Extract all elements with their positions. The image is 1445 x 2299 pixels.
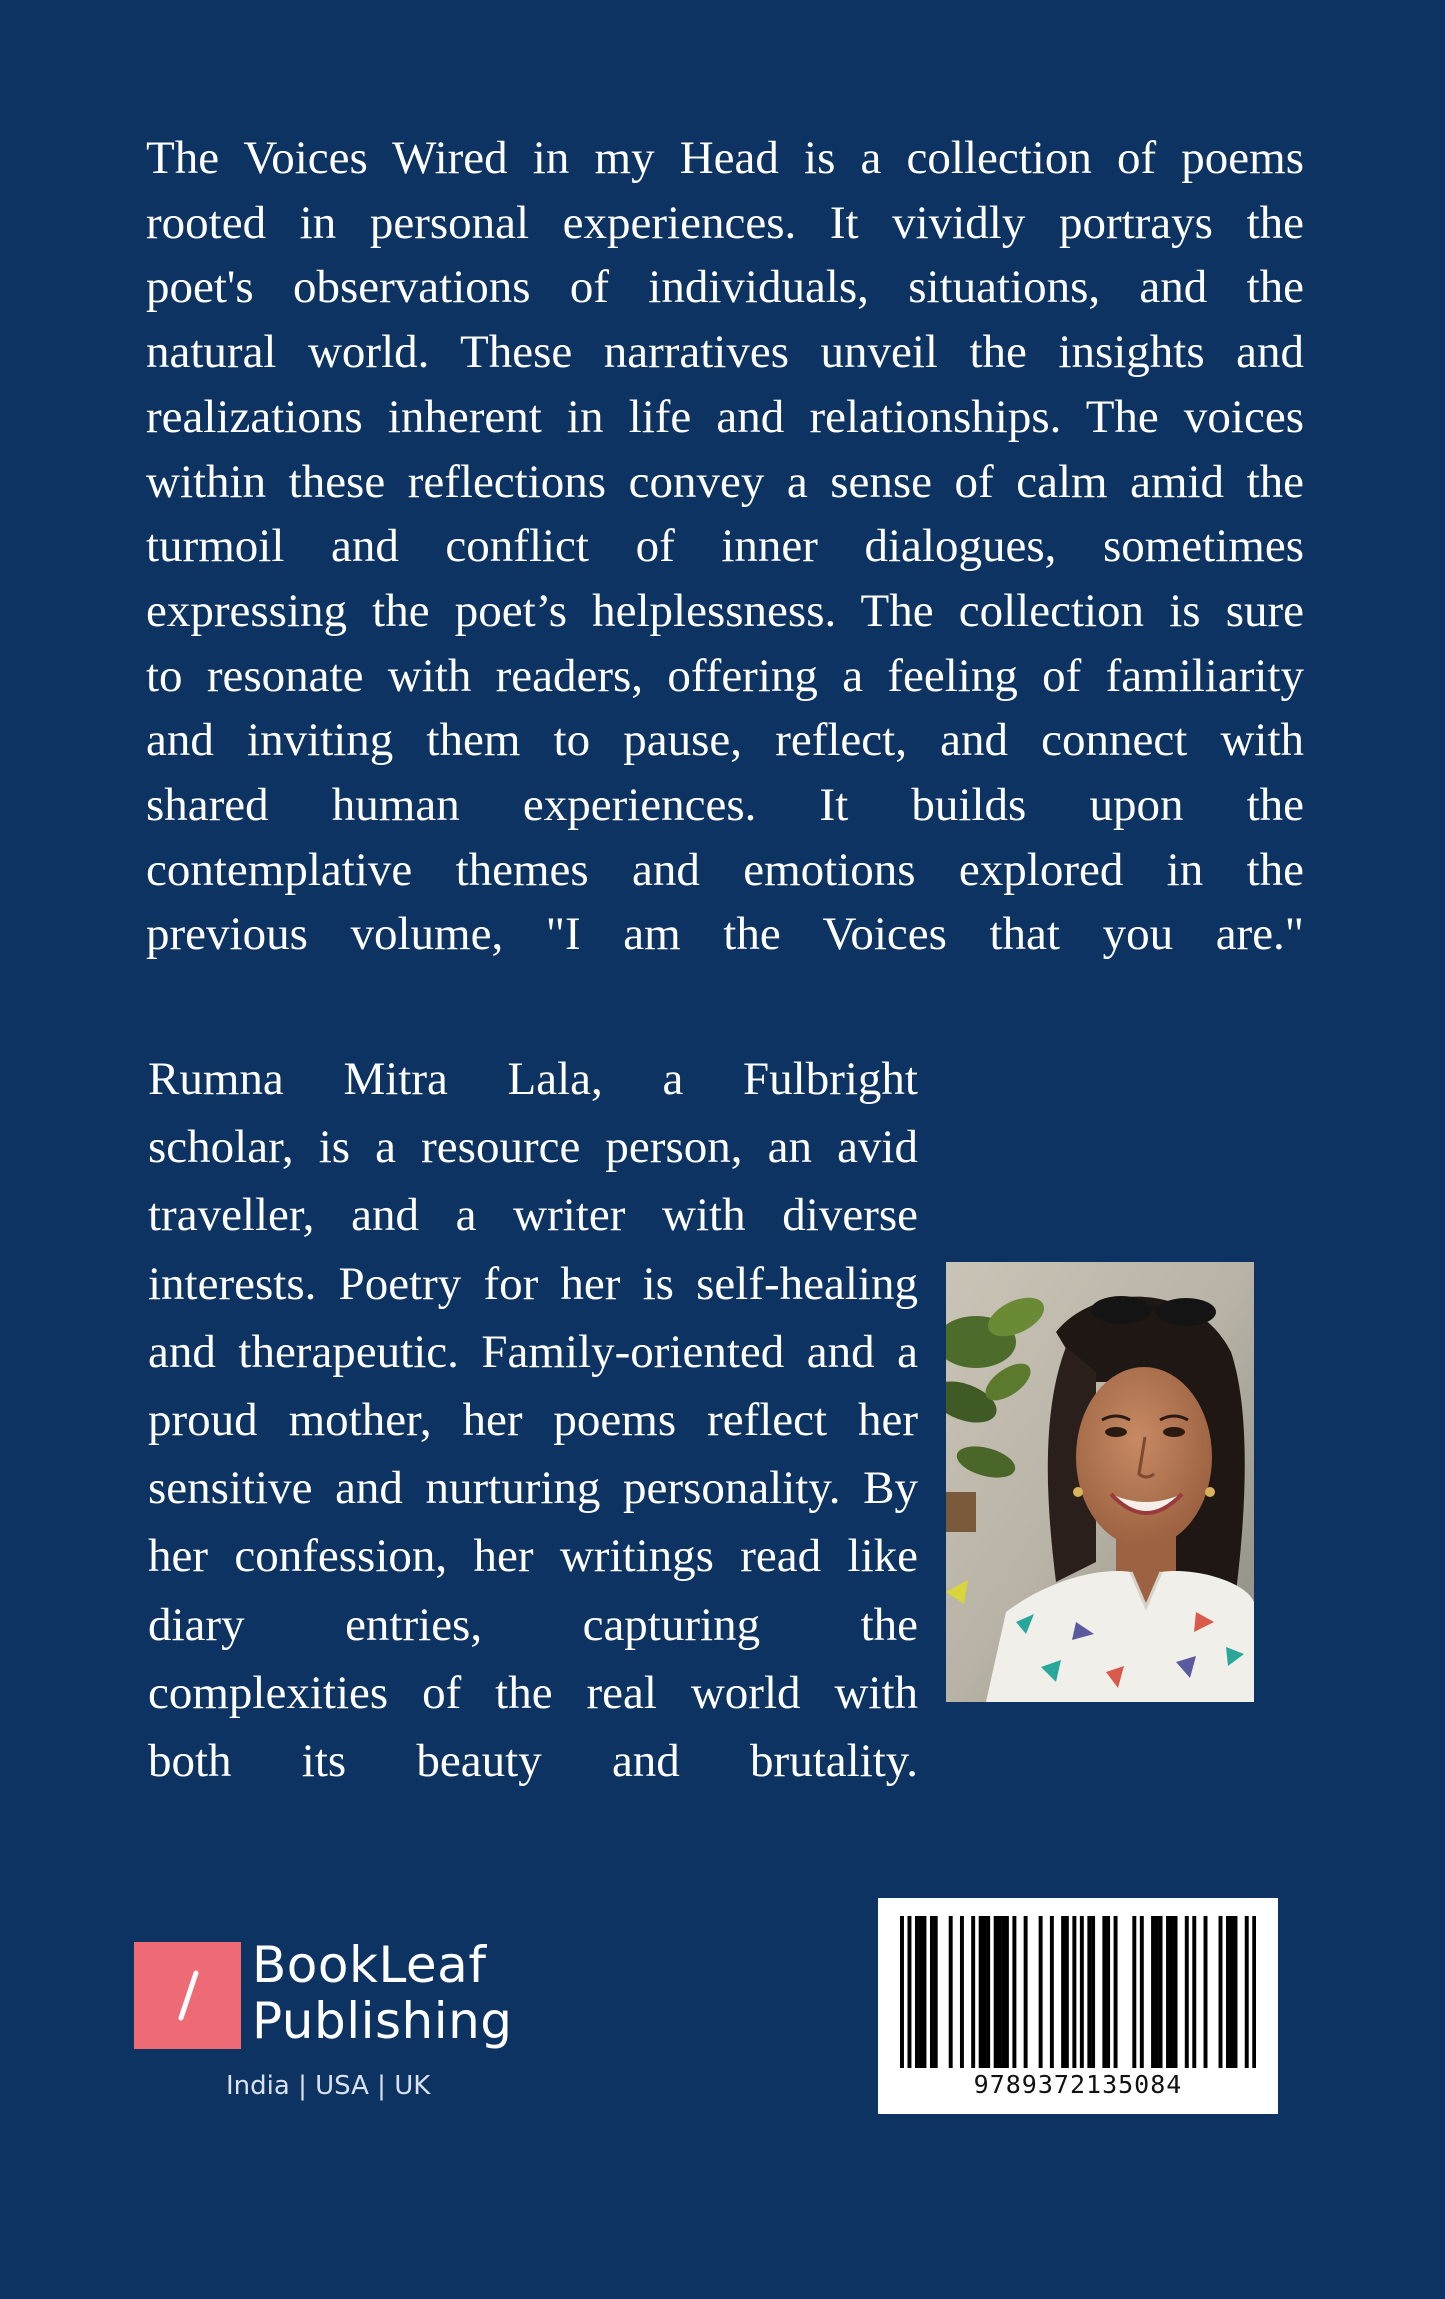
barcode-bar bbox=[1072, 1916, 1076, 2068]
bio-line: traveller, and a writer with diverse bbox=[148, 1189, 918, 1242]
barcode-bar bbox=[960, 1916, 964, 2068]
barcode-bar bbox=[922, 1916, 926, 2068]
barcode-bar bbox=[1001, 1916, 1005, 2068]
barcode-bar bbox=[1234, 1916, 1238, 2068]
publisher-regions: India | USA | UK bbox=[226, 2071, 431, 2101]
barcode-bar bbox=[997, 1916, 1001, 2068]
blurb-line: to resonate with readers, offering a feeling of familiarity bbox=[146, 649, 1304, 702]
barcode-bar bbox=[971, 1916, 975, 2068]
blurb-line: contemplative themes and emotions explored in the bbox=[146, 843, 1304, 896]
barcode-bar bbox=[949, 1916, 953, 2068]
barcode-bar bbox=[1226, 1916, 1230, 2068]
slash-logo-icon bbox=[134, 1942, 241, 2049]
bio-line: both its beauty and brutality. bbox=[148, 1735, 918, 1788]
barcode-bar bbox=[1252, 1916, 1256, 2068]
blurb-line: within these reflections convey a sense of calm amid the bbox=[146, 455, 1304, 508]
blurb-line: and inviting them to pause, reflect, and connect with bbox=[146, 714, 1304, 767]
barcode-bar bbox=[1012, 1916, 1016, 2068]
bio-line: sensitive and nurturing personality. By bbox=[148, 1462, 918, 1515]
bio-line: her confession, her writings read like bbox=[148, 1530, 918, 1583]
barcode-bar bbox=[1061, 1916, 1065, 2068]
barcode-bar bbox=[1159, 1916, 1163, 2068]
barcode-bar bbox=[1102, 1916, 1106, 2068]
barcode-bar bbox=[1114, 1916, 1118, 2068]
barcode-bar bbox=[1155, 1916, 1159, 2068]
barcode-bar bbox=[1024, 1916, 1028, 2068]
publisher-name-line-2: Publishing bbox=[252, 1992, 513, 2050]
bio-line: interests. Poetry for her is self-healing bbox=[148, 1257, 918, 1310]
barcode-bar bbox=[1091, 1916, 1095, 2068]
blurb-line: shared human experiences. It builds upon the bbox=[146, 779, 1304, 832]
barcode-bar bbox=[1192, 1916, 1196, 2068]
bio-line: complexities of the real world with bbox=[148, 1666, 918, 1719]
blurb-line: poet's observations of individuals, situations, and the bbox=[146, 261, 1304, 314]
barcode-bar bbox=[1230, 1916, 1234, 2068]
barcode-bar bbox=[900, 1916, 904, 2068]
barcode-bar bbox=[979, 1916, 983, 2068]
author-bio bbox=[148, 1045, 918, 1795]
bio-line: proud mother, her poems reflect her bbox=[148, 1394, 918, 1447]
barcode-bar bbox=[994, 1916, 998, 2068]
isbn-number: 9789372135084 bbox=[973, 2070, 1183, 2099]
barcode-bar bbox=[1166, 1916, 1170, 2068]
barcode-bar bbox=[907, 1916, 911, 2068]
publisher-name-line-1: BookLeaf bbox=[252, 1936, 487, 1994]
barcode-bar bbox=[1005, 1916, 1009, 2068]
barcode-bar bbox=[986, 1916, 990, 2068]
barcode-bar bbox=[1039, 1916, 1043, 2068]
barcode-bar bbox=[934, 1916, 938, 2068]
barcode-bar bbox=[1219, 1916, 1223, 2068]
barcode-bar bbox=[1140, 1916, 1144, 2068]
barcode-bar bbox=[1050, 1916, 1054, 2068]
barcode-bar bbox=[982, 1916, 986, 2068]
barcode-bar bbox=[1204, 1916, 1208, 2068]
bio-line: scholar, is a resource person, an avid bbox=[148, 1121, 918, 1174]
blurb-line: turmoil and conflict of inner dialogues, sometimes bbox=[146, 520, 1304, 573]
author-photo bbox=[946, 1262, 1254, 1702]
barcode-bar bbox=[1151, 1916, 1155, 2068]
barcode-bar bbox=[915, 1916, 919, 2068]
barcode-bar bbox=[1106, 1916, 1110, 2068]
blurb-line: expressing the poet’s helplessness. The collection is sure bbox=[146, 584, 1304, 637]
barcode-bar bbox=[1245, 1916, 1249, 2068]
blurb-line: natural world. These narratives unveil the insights and bbox=[146, 326, 1304, 379]
barcode-bar bbox=[919, 1916, 923, 2068]
barcode-bar bbox=[1065, 1916, 1069, 2068]
barcode-bar bbox=[1174, 1916, 1178, 2068]
bio-line: Rumna Mitra Lala, a Fulbright bbox=[148, 1053, 918, 1105]
barcode-bar bbox=[1080, 1916, 1084, 2068]
blurb-line: rooted in personal experiences. It vividly portrays the bbox=[146, 196, 1304, 249]
barcode-bar bbox=[1087, 1916, 1091, 2068]
barcode-bar bbox=[1185, 1916, 1189, 2068]
barcode-bar bbox=[1132, 1916, 1136, 2068]
publisher-logo bbox=[134, 1936, 534, 2112]
book-blurb bbox=[146, 126, 1304, 967]
bio-line: and therapeutic. Family-oriented and a bbox=[148, 1325, 918, 1378]
barcode-bar bbox=[930, 1916, 934, 2068]
bio-line: diary entries, capturing the bbox=[148, 1598, 918, 1651]
barcode-bars bbox=[900, 1916, 1256, 2068]
barcode-bar bbox=[1170, 1916, 1174, 2068]
blurb-line: realizations inherent in life and relationships. The voices bbox=[146, 390, 1304, 443]
isbn-barcode bbox=[878, 1898, 1278, 2114]
blurb-line: previous volume, "I am the Voices that you are." bbox=[146, 908, 1304, 961]
blurb-line: The Voices Wired in my Head is a collection of poems bbox=[146, 132, 1304, 184]
